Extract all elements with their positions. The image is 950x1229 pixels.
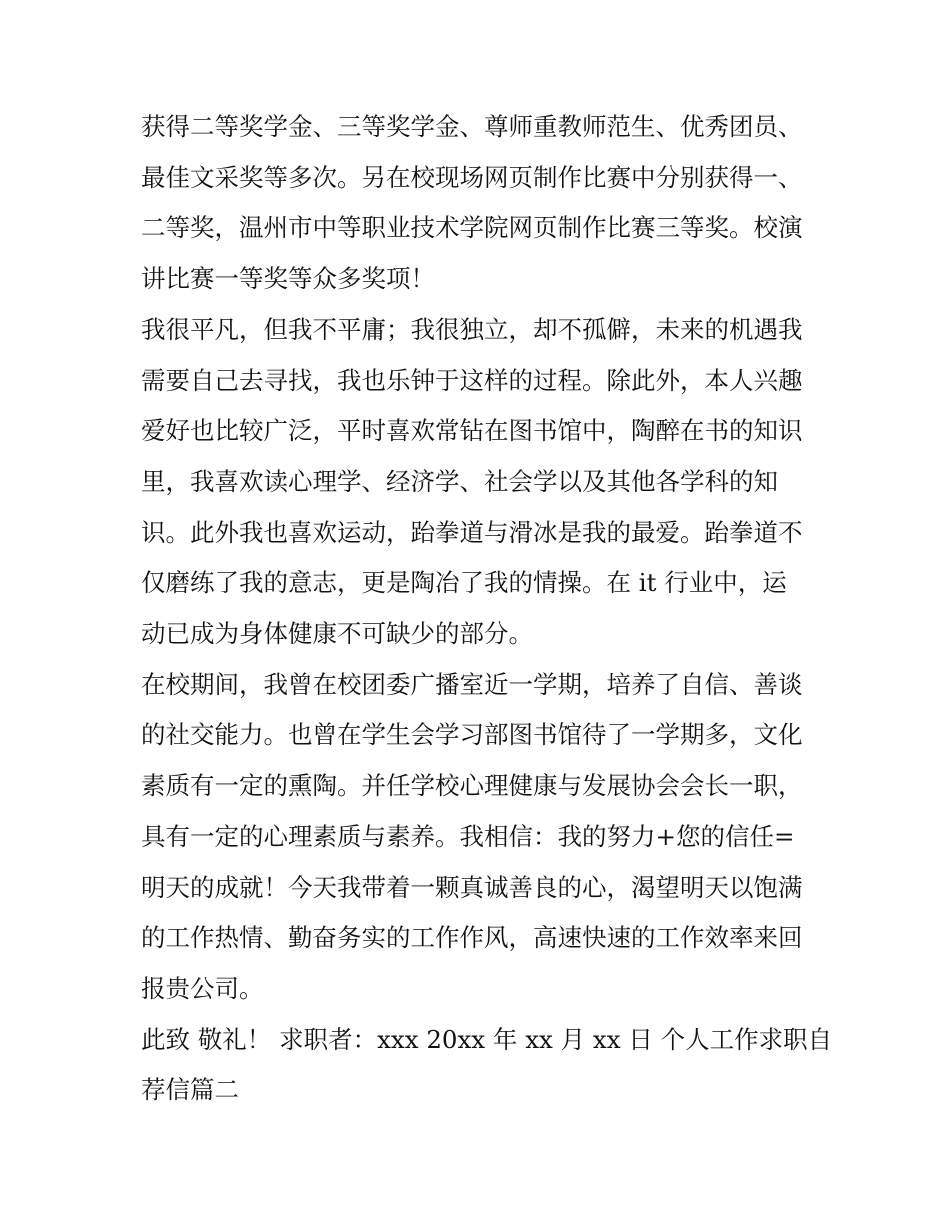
text-line: 讲比赛一等奖等众多奖项！ bbox=[141, 264, 435, 294]
text-line: 的工作热情、勤奋务实的工作作风，高速快速的工作效率来回 bbox=[141, 923, 803, 953]
text-line: 识。此外我也喜欢运动，跆拳道与滑冰是我的最爱。跆拳道不 bbox=[141, 517, 803, 547]
text-line: 此致 敬礼！ 求职者：xxx 20xx 年 xx 月 xx 日 个人工作求职自 bbox=[141, 1024, 833, 1054]
text-line: 二等奖，温州市中等职业技术学院网页制作比赛三等奖。校演 bbox=[141, 213, 803, 243]
paragraph-awards bbox=[141, 102, 821, 305]
letter-body bbox=[141, 102, 833, 1116]
text-line: 在校期间，我曾在校团委广播室近一学期，培养了自信、善谈 bbox=[141, 669, 803, 699]
text-line: 爱好也比较广泛，平时喜欢常钻在图书馆中，陶醉在书的知识 bbox=[141, 416, 803, 446]
text-line: 动已成为身体健康不可缺少的部分。 bbox=[141, 619, 533, 649]
paragraph-closing bbox=[141, 1015, 833, 1116]
text-line: 素质有一定的熏陶。并任学校心理健康与发展协会会长一职， bbox=[141, 771, 803, 801]
paragraph-school-experience bbox=[141, 660, 821, 1015]
text-line: 里，我喜欢读心理学、经济学、社会学以及其他各学科的知 bbox=[141, 466, 778, 496]
text-line: 报贵公司。 bbox=[141, 973, 264, 1003]
text-line: 获得二等奖学金、三等奖学金、尊师重教师范生、优秀团员、 bbox=[141, 112, 803, 141]
text-line: 的社交能力。也曾在学生会学习部图书馆待了一学期多，文化 bbox=[141, 720, 803, 750]
text-line: 仅磨练了我的意志，更是陶冶了我的情操。在 it 行业中，运 bbox=[141, 568, 787, 598]
text-line: 具有一定的心理素质与素养。我相信：我的努力+您的信任= bbox=[141, 821, 795, 851]
paragraph-personality bbox=[141, 305, 821, 660]
text-line: 荐信篇二 bbox=[141, 1075, 239, 1105]
text-line: 需要自己去寻找，我也乐钟于这样的过程。除此外，本人兴趣 bbox=[141, 365, 803, 395]
text-line: 最佳文采奖等多次。另在校现场网页制作比赛中分别获得一、 bbox=[141, 162, 803, 192]
text-line: 我很平凡，但我不平庸；我很独立，却不孤僻，未来的机遇我 bbox=[141, 314, 803, 344]
text-line: 明天的成就！今天我带着一颗真诚善良的心，渴望明天以饱满 bbox=[141, 872, 803, 902]
